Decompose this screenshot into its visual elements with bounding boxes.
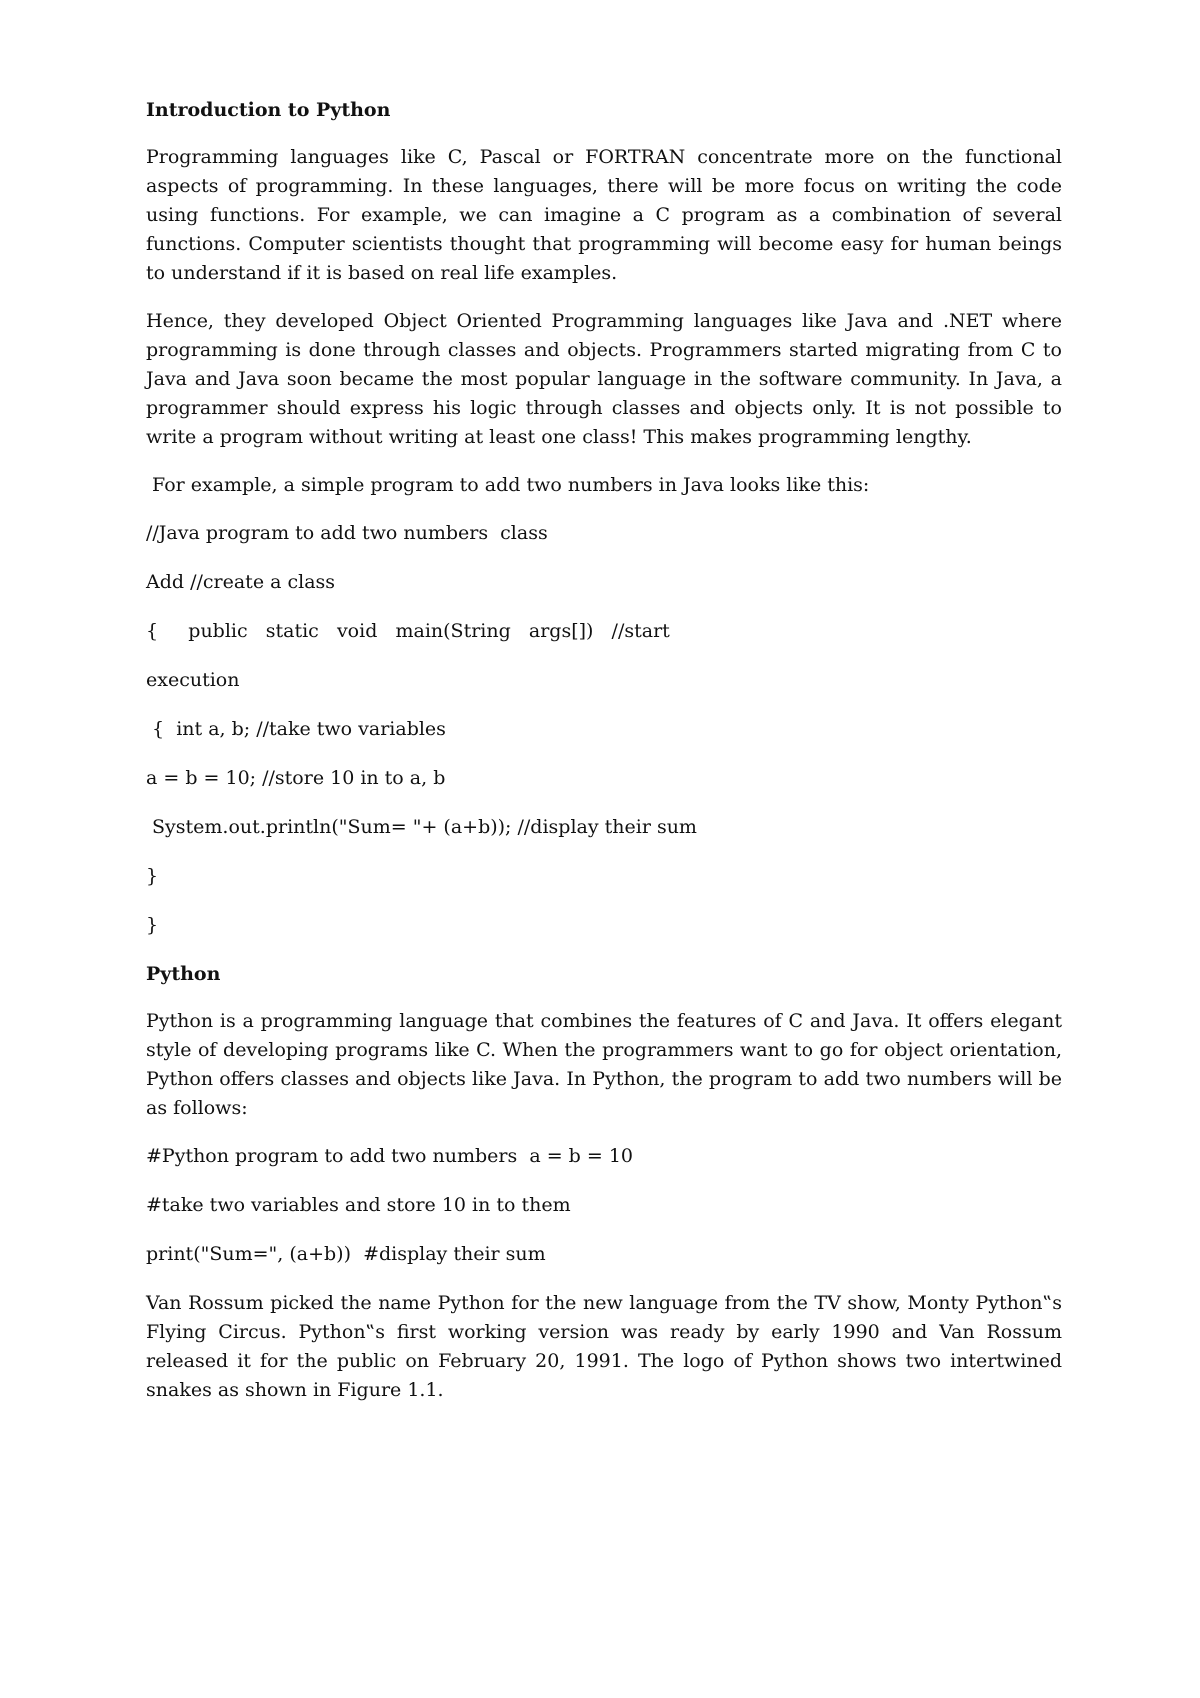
paragraph-object-oriented: Hence, they developed Object Oriented Programming languages like Java and .NET where programming is done through classes and objects. Programmers started migrating from C to Java and Java soon became the most popular language in the software community. In Java, a programmer should express his logic through classes and objects only. It is not possible to write a program without writing at least one class! This makes programming lengthy. xyxy=(146,310,1062,448)
code-line: Add //create a class xyxy=(146,571,336,593)
paragraph-java-example-intro: For example, a simple program to add two numbers in Java looks like this: xyxy=(146,474,870,496)
code-line: } xyxy=(146,865,159,887)
code-line: #take two variables and store 10 in to them xyxy=(146,1194,571,1216)
paragraph-python-intro: Python is a programming language that combines the features of C and Java. It offers elegant style of developing programs like C. When the programmers want to go for object orientation, Python offers classes and objects like Java. In Python, the program to add two numbers will be as follows: xyxy=(146,1010,1062,1119)
code-line: { public static void main(String args[]) //start xyxy=(146,620,670,642)
document-title: Introduction to Python xyxy=(146,99,391,121)
code-line: { int a, b; //take two variables xyxy=(146,718,446,740)
code-line: print("Sum=", (a+b)) #display their sum xyxy=(146,1243,546,1265)
java-code-block xyxy=(146,519,1062,940)
paragraph-functional-languages: Programming languages like C, Pascal or FORTRAN concentrate more on the functional aspects of programming. In these languages, there will be more focus on writing the code using functions. For example, we can imagine a C program as a combination of several functions. Computer scientists thought that programming will become easy for human beings to understand if it is based on real life examples. xyxy=(146,146,1062,284)
code-line: #Python program to add two numbers a = b = 10 xyxy=(146,1145,633,1167)
code-line: execution xyxy=(146,669,240,691)
code-line: a = b = 10; //store 10 in to a, b xyxy=(146,767,446,789)
section-title-python: Python xyxy=(146,963,221,985)
code-line: //Java program to add two numbers class xyxy=(146,522,548,544)
paragraph-van-rossum: Van Rossum picked the name Python for the new language from the TV show, Monty Python‟s Flying Circus. Python‟s first working version was ready by early 1990 and Van Rossum released it for the public on February 20, 1991. The logo of Python shows two intertwined snakes as shown in Figure 1.1. xyxy=(146,1292,1062,1401)
code-line: System.out.println("Sum= "+ (a+b)); //display their sum xyxy=(146,816,697,838)
code-line: } xyxy=(146,914,159,936)
document-page xyxy=(146,96,1062,1405)
python-code-block xyxy=(146,1142,1062,1269)
